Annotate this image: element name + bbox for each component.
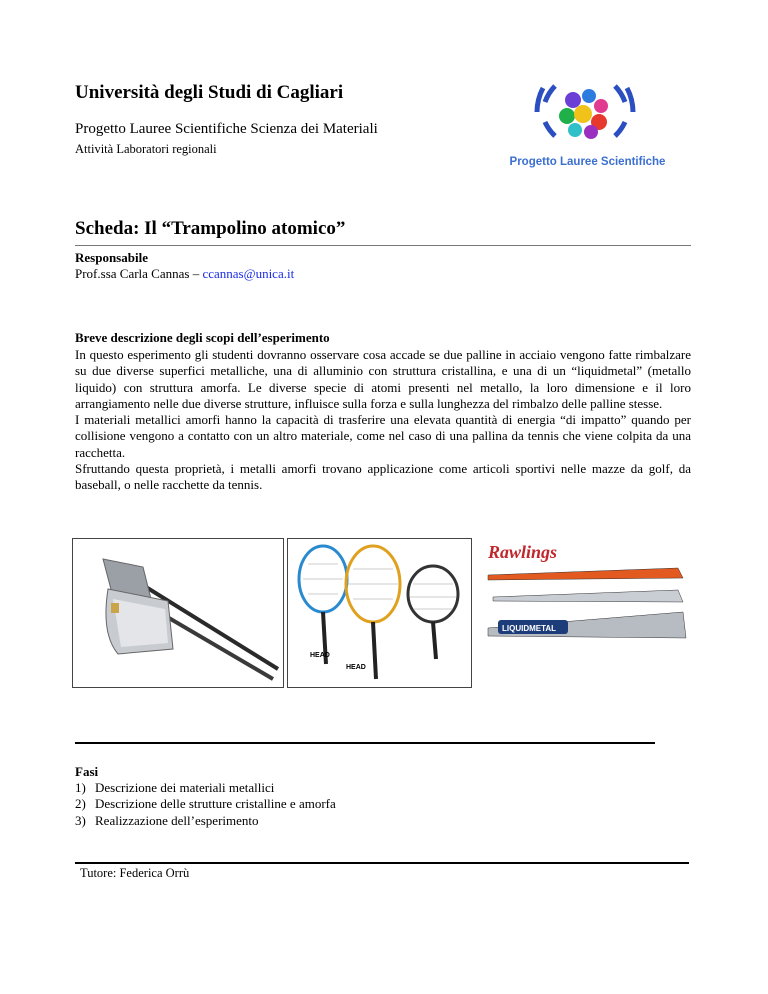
list-item: 1) Descrizione dei materiali metallici — [75, 780, 275, 795]
list-item: 3) Realizzazione dell’esperimento — [75, 812, 259, 828]
divider-thick — [75, 742, 655, 744]
page-title: Scheda: Il “Trampolino atomico” — [75, 218, 346, 239]
description-title: Breve descrizione degli scopi dell’esperimento — [75, 330, 330, 345]
responsible-name: Prof.ssa Carla Cannas – — [75, 266, 203, 281]
divider — [75, 245, 691, 246]
description-paragraph: Sfruttando questa proprietà, i metalli amorfi trovano applicazione come articoli sportivi nelle mazze da golf, da baseball, o nelle racchette da tennis. — [75, 461, 691, 493]
rackets-image — [287, 538, 472, 688]
responsible-line — [75, 266, 294, 282]
brand-label: HEAD — [310, 652, 330, 659]
brand-label-2: HEAD — [346, 664, 366, 671]
activity-name: Attività Laboratori regionali — [75, 142, 217, 156]
golf-clubs-image — [72, 538, 284, 688]
bats-brand-label: Rawlings — [488, 542, 558, 562]
baseball-bats-image — [478, 530, 691, 650]
project-name: Progetto Lauree Scientifiche Scienza dei Materiali — [75, 121, 378, 137]
bat-label: LIQUIDMETAL — [502, 624, 557, 633]
list-item: 2) Descrizione delle strutture cristalline e amorfa — [75, 796, 336, 812]
description-paragraph: In questo esperimento gli studenti dovranno osservare cosa accade se due palline in acciaio vengono fatte rimbalzare su due diverse superfici metalliche, una di alluminio con struttura cristallina, e una di un “liquidmetal” (metallo liquido) con struttura amorfa. Le diverse specie di atomi presenti nel metallo, la loro dimensione e il loro arrangiamento nelle due diverse strutture, influisce sulla forza e sulla lunghezza del rimbalzo delle palline stesse. — [75, 347, 691, 411]
divider-thick-2 — [75, 862, 689, 864]
phases-title: Fasi — [75, 764, 99, 779]
tutor-line: Tutore: Federica Orrù — [80, 866, 190, 880]
logo-caption: Progetto Lauree Scientifiche — [509, 156, 666, 168]
university-name: Università degli Studi di Cagliari — [75, 82, 344, 103]
email-link[interactable]: ccannas@unica.it — [202, 266, 295, 281]
phases-list — [75, 780, 336, 829]
description-body — [75, 347, 691, 494]
responsible-label: Responsabile — [75, 250, 148, 265]
description-paragraph: I materiali metallici amorfi hanno la capacità di trasferire una elevata quantità di energia “di impatto” quando per collisione vengono a contatto con un altro materiale, come nel caso di una pallina da tennis che viene colpita da una racchetta. — [75, 412, 691, 460]
